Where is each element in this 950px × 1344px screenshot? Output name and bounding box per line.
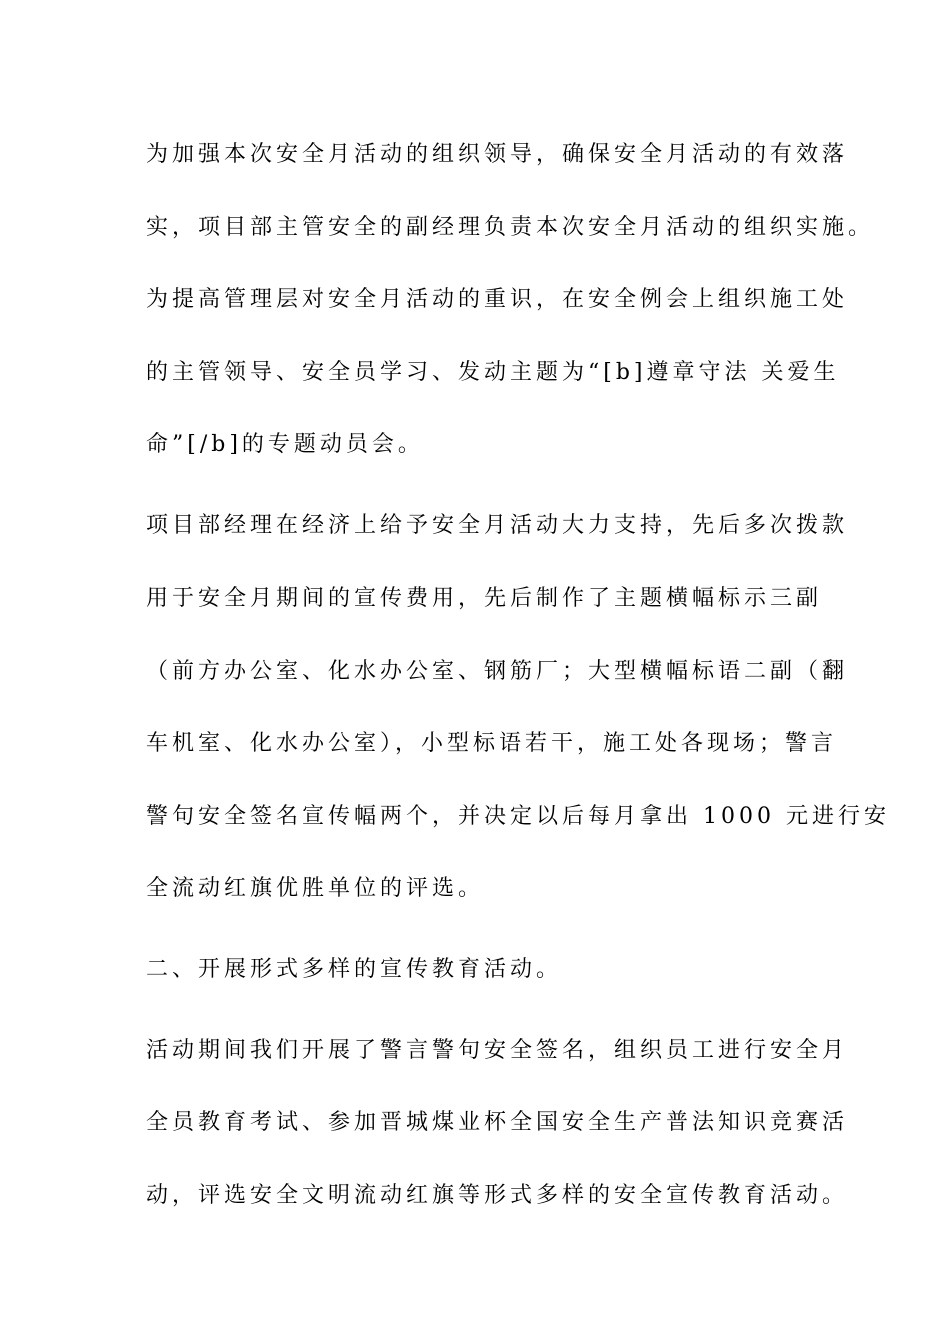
text-line-4: 的主管领导、安全员学习、发动主题为“[b]遵章守法 关爱生 bbox=[146, 360, 840, 385]
text-line-15: 动，评选安全文明流动红旗等形式多样的安全宣传教育活动。 bbox=[146, 1183, 849, 1208]
text-line-14: 全员教育考试、参加晋城煤业杯全国安全生产普法知识竞赛活 bbox=[146, 1110, 849, 1135]
text-line-10: 警句安全签名宣传幅两个，并决定以后每月拿出 1000 元进行安 bbox=[146, 804, 890, 829]
text-line-1: 为加强本次安全月活动的组织领导，确保安全月活动的有效落 bbox=[146, 142, 849, 167]
text-line-11: 全流动红旗优胜单位的评选。 bbox=[146, 876, 485, 901]
text-line-7: 用于安全月期间的宣传费用，先后制作了主题横幅标示三副 bbox=[146, 586, 823, 611]
text-line-5: 命”[/b]的专题动员会。 bbox=[146, 432, 424, 457]
text-line-6: 项目部经理在经济上给予安全月活动大力支持，先后多次拨款 bbox=[146, 513, 849, 538]
text-line-8: （前方办公室、化水办公室、钢筋厂；大型横幅标语二副（翻 bbox=[146, 659, 849, 684]
text-line-9: 车机室、化水办公室），小型标语若干，施工处各现场；警言 bbox=[146, 731, 838, 756]
section-heading: 二、开展形式多样的宣传教育活动。 bbox=[146, 957, 563, 982]
text-line-2: 实，项目部主管安全的副经理负责本次安全月活动的组织实施。 bbox=[146, 215, 875, 240]
text-line-13: 活动期间我们开展了警言警句安全签名，组织员工进行安全月 bbox=[146, 1038, 849, 1063]
text-line-3: 为提高管理层对安全月活动的重识，在安全例会上组织施工处 bbox=[146, 287, 849, 312]
